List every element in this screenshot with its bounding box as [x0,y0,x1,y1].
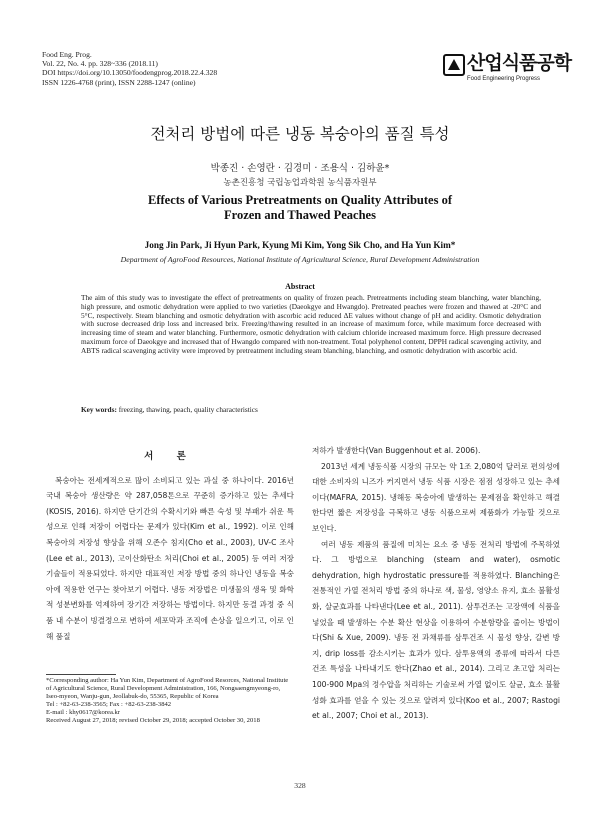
journal-doi: DOI https://doi.org/10.13050/foodengprog.2018.22.4.328 [42,68,218,78]
authors-english: Jong Jin Park, Ji Hyun Park, Kyung Mi Kim, Yong Sik Cho, and Ha Yun Kim* [144,240,456,250]
section-heading-introduction: 서 론 [144,451,196,462]
authors-korean: 박종진 · 손영란 · 김경미 · 조용식 · 김하윤* [210,163,390,174]
footnote-author: *Corresponding author: Ha Yun Kim, Department of AgroFood Resorces, National Institute of Agricultural Science, Rural Development Administration, 166, Nongsaengmyeong-ro, Iseo-myeon, Wanju-gun, Jeollabuk-do, 55365, Republic of Korea [46,677,289,700]
footnote-divider [46,674,116,675]
title-english-line1: Effects of Various Pretreatments on Quality Attributes of [147,193,453,207]
journal-volume: Vol. 22, No. 4. pp. 328~336 (2018.11) [42,59,158,69]
title-english [0,193,600,223]
title-english-line2: Frozen and Thawed Peaches [224,208,376,222]
abstract-text: The aim of this study was to investigate the effect of pretreatments on quality of frozen peach. Pretreatments including steam blanching, water blanching, high pressure, and osmotic dehydration were applied to two varieties (Daeokgye and Hwangdo). Pretreated peaches were frozen and thawed at -20°C and 5°C, respectively. Steam blanching and osmotic dehydration with ascorbic acid reduced ΔE values without change of pH and acidity. Osmotic dehydration with sucrose decreased drip loss and increased brix. Freezing/thawing resulted in an increase of maximum force, while maximum force decreased with increasing time of steam and water blanching. Furthermore, osmotic dehydration with calcium chloride increased maximum force. High pressure decreased maximum force of Daeokgye and increased that of Hwangdo compared with non-treatment. Total polyphenol content, DPPH radical scavenging activity, and ABTS radical scavenging activity were improved by pretreatment including steam blanching, blanching, and osmotic dehydration with ascorbic acid. [81,293,541,355]
left-column [46,449,294,644]
logo-subtitle: Food Engineering Progress [467,76,541,82]
affiliation-english: Department of AgroFood Resources, National Institute of Agricultural Science, Rural Development Administration [120,255,480,264]
footnote-phone: Tel : +82-63-238-3565; Fax : +82-63-238-3842 [46,701,172,708]
keywords-text: freezing, thawing, peach, quality characteristics [118,405,258,414]
corresponding-author-footnote [46,677,294,725]
intro-paragraph: 저하가 발생한다(Van Buggenhout et al. 2006). [312,446,481,455]
journal-logo [443,48,572,88]
journal-issn: ISSN 1226-4768 (print), ISSN 2288-1247 (online) [42,77,196,87]
right-column [312,443,560,724]
logo-name: 산업식품공학 [467,52,572,74]
intro-paragraph: 2013년 세계 냉동식품 시장의 규모는 약 1조 2,080억 달러로 편의성에 대한 소비자의 니즈가 커지면서 냉동 식품 시장은 점점 성장하고 있는 추세이다(MAFRA, 2015). 냉해동 복숭아에 발생하는 문제점을 확인하고 해결한다면 짧은 저장성을 극복하고 냉동 식품으로써 제품화가 가능할 것으로 보인다. [312,461,560,533]
journal-name: Food Eng. Prog. [42,50,92,59]
footnote-email: E-mail : khy0617@korea.kr [46,709,121,716]
intro-paragraph: 여러 냉동 제품의 품질에 미치는 요소 중 냉동 전처리 방법에 주목하였다. 그 방법으로 blanching (steam and water), osmotic dehydration, high hydrostatic pressure를 적용하였다. Blanching은 전통적인 가열 전처리 방법 중의 하나로 색, 물성, 영양소 유지, 효소 불활성화, 살균효과를 나타낸다(Lee et al., 2011). 삼투건조는 고장액에 식품을 넣었을 때 발생하는 수분 확산 현상을 이용하여 수분함량을 줄이는 방법이다(Shi & Xue, 2009). 냉동 전 과채류를 삼투건조 시 물성 향상, 갈변 방지, drip loss를 감소시키는 효과가 있다. 삼투용액의 종류에 따라서 다른 건조 특성을 나타내기도 한다(Zhao et al., 2014). 그리고 초고압 처리는 100-900 Mpa의 정수압을 처리하는 기술로써 가열 없이도 살균, 효소 불활성화 효과를 얻을 수 있는 것으로 알려져 있다(Koo et al., 2007; Rastogi et al., 2007; Choi et al., 2013). [312,539,560,721]
keywords [81,405,541,414]
logo-mark-icon [443,54,465,76]
intro-paragraph: 복숭아는 전세계적으로 많이 소비되고 있는 과실 중 하나이다. 2016년 국내 복숭아 생산량은 약 287,058톤으로 꾸준히 증가하고 있는 추세다(KOSIS, 2016). 하지만 단기간의 수확시기와 빠른 숙성 및 부패가 쉬운 특성으로 인해 저장이 어렵다는 문제가 있다(Kim et al., 1992). 이로 인해 복숭아의 저장성 향상을 위해 오존수 침지(Cho et al., 2003), UV-C 조사(Lee et al., 2013), 고이산화탄소 처리(Choi et al., 2005) 등 여러 저장 기술들이 적용되었다. 하지만 대표적인 저장 방법 중의 하나인 냉동을 복숭아에 적용한 연구는 찾아보기 어렵다. 냉동 저장법은 미생물의 생육 및 화학적 성분변화를 억제하여 장기간 저장하는 방법이다. 하지만 동결 과정 중 식품 내 수분이 빙결정으로 변하여 세포막과 조직에 손상을 일으키고, 이로 인해 품질 [46,475,294,641]
keywords-label: Key words: [81,405,117,414]
affiliation-korean: 농촌진흥청 국립농업과학원 농식품자원부 [223,178,377,188]
abstract-heading: Abstract [285,282,315,291]
footnote-dates: Received August 27, 2018; revised October 29, 2018; accepted October 30, 2018 [46,717,260,724]
title-korean: 전처리 방법에 따른 냉동 복숭아의 품질 특성 [150,125,450,143]
page-number: 328 [294,781,306,790]
journal-metadata [42,50,217,87]
